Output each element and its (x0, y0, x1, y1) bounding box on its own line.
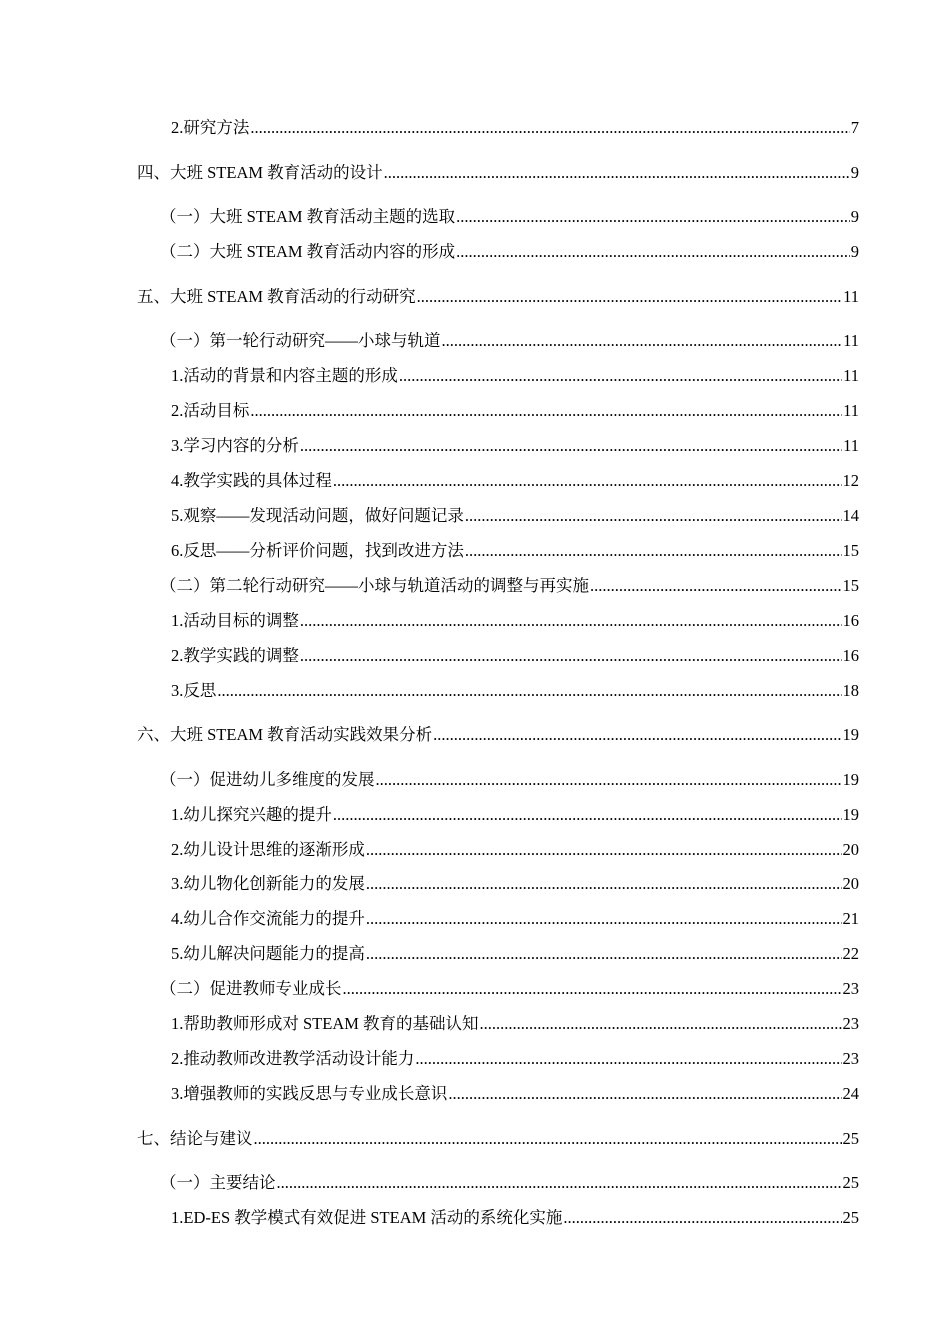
toc-leader-dots (366, 907, 842, 931)
toc-leader-dots (465, 504, 842, 528)
toc-entry[interactable] (0, 504, 950, 528)
toc-entry[interactable] (0, 205, 950, 229)
toc-entry[interactable] (0, 285, 950, 309)
toc-leader-dots (250, 116, 849, 140)
toc-leader-dots (417, 285, 842, 309)
toc-page-number: 25 (842, 1208, 859, 1227)
toc-leader-dots (415, 1047, 841, 1071)
toc-entry-title: （一）大班 STEAM 教育活动主题的选取 (160, 207, 456, 226)
toc-entry[interactable] (0, 803, 950, 827)
toc-entry[interactable] (0, 1127, 950, 1151)
toc-page-number: 11 (843, 331, 859, 350)
toc-entry-title: 6.反思——分析评价问题，找到改进方法 (171, 541, 464, 560)
toc-entry-title: 1.帮助教师形成对 STEAM 教育的基础认知 (171, 1014, 479, 1033)
toc-leader-dots (366, 942, 842, 966)
toc-entry-title: 2.教学实践的调整 (171, 646, 299, 665)
toc-entry[interactable] (0, 1047, 950, 1071)
toc-page-number: 22 (842, 944, 859, 963)
toc-page-number: 9 (850, 242, 859, 261)
toc-entry-title: 5.幼儿解决问题能力的提高 (171, 944, 365, 963)
toc-leader-dots (217, 679, 841, 703)
toc-entry[interactable] (0, 1206, 950, 1230)
toc-page-number: 23 (842, 1014, 859, 1033)
toc-entry[interactable] (0, 872, 950, 896)
toc-entry[interactable] (0, 539, 950, 563)
toc-leader-dots (448, 1082, 841, 1106)
toc-entry-title: 3.增强教师的实践反思与专业成长意识 (171, 1084, 448, 1103)
toc-page-number: 9 (850, 163, 859, 182)
toc-page-number: 19 (842, 770, 859, 789)
toc-entry-title: 3.反思 (171, 681, 217, 700)
toc-entry[interactable] (0, 768, 950, 792)
toc-page-number: 25 (842, 1129, 859, 1148)
toc-entry[interactable] (0, 977, 950, 1001)
toc-page-number: 11 (843, 401, 859, 420)
toc-page-number: 25 (842, 1173, 859, 1192)
toc-entry-title: （一）促进幼儿多维度的发展 (160, 770, 375, 789)
toc-entry-title: 2.研究方法 (171, 118, 250, 137)
toc-page-number: 23 (842, 979, 859, 998)
toc-leader-dots (442, 329, 843, 353)
toc-page-number: 19 (842, 725, 859, 744)
toc-entry[interactable] (0, 609, 950, 633)
toc-entry-title: （二）大班 STEAM 教育活动内容的形成 (160, 242, 456, 261)
toc-page-number: 11 (843, 436, 859, 455)
toc-page-number: 11 (843, 287, 859, 306)
toc-page-number: 9 (850, 207, 859, 226)
toc-leader-dots (333, 469, 842, 493)
toc-leader-dots (300, 434, 842, 458)
toc-entry-title: 1.ED-ES 教学模式有效促进 STEAM 活动的系统化实施 (171, 1208, 563, 1227)
toc-leader-dots (465, 539, 842, 563)
toc-page-number: 18 (842, 681, 859, 700)
toc-page-number: 16 (842, 646, 859, 665)
toc-entry-title: （一）主要结论 (160, 1173, 276, 1192)
toc-leader-dots (376, 768, 842, 792)
toc-entry-title: 4.教学实践的具体过程 (171, 471, 332, 490)
toc-entry[interactable] (0, 838, 950, 862)
toc-leader-dots (300, 644, 842, 668)
toc-leader-dots (300, 609, 842, 633)
toc-page-number: 23 (842, 1049, 859, 1068)
toc-entry-title: 5.观察——发现活动问题，做好问题记录 (171, 506, 464, 525)
toc-entry-title: 1.幼儿探究兴趣的提升 (171, 805, 332, 824)
toc-leader-dots (384, 161, 850, 185)
toc-leader-dots (433, 723, 841, 747)
toc-entry-title: （二）第二轮行动研究——小球与轨道活动的调整与再实施 (160, 576, 589, 595)
toc-entry[interactable] (0, 364, 950, 388)
toc-leader-dots (254, 1127, 842, 1151)
toc-leader-dots (399, 364, 842, 388)
toc-leader-dots (366, 872, 842, 896)
toc-entry-title: 四、大班 STEAM 教育活动的设计 (137, 163, 383, 182)
toc-entry[interactable] (0, 329, 950, 353)
toc-leader-dots (250, 399, 842, 423)
toc-entry-title: 2.幼儿设计思维的逐渐形成 (171, 840, 365, 859)
toc-page-number: 15 (842, 541, 859, 560)
toc-entry[interactable] (0, 161, 950, 185)
toc-page-number: 20 (842, 874, 859, 893)
toc-entry-title: 七、结论与建议 (137, 1129, 253, 1148)
toc-page-number: 15 (842, 576, 859, 595)
toc-entry[interactable] (0, 399, 950, 423)
toc-entry-title: 1.活动目标的调整 (171, 611, 299, 630)
toc-page-number: 14 (842, 506, 859, 525)
toc-leader-dots (333, 803, 842, 827)
toc-entry-title: 2.推动教师改进教学活动设计能力 (171, 1049, 415, 1068)
toc-entry[interactable] (0, 644, 950, 668)
toc-entry[interactable] (0, 907, 950, 931)
toc-entry-title: 1.活动的背景和内容主题的形成 (171, 366, 398, 385)
toc-leader-dots (343, 977, 842, 1001)
toc-page-number: 16 (842, 611, 859, 630)
toc-leader-dots (456, 240, 850, 264)
toc-entry[interactable] (0, 574, 950, 598)
toc-entry-title: （二）促进教师专业成长 (160, 979, 342, 998)
toc-leader-dots (590, 574, 842, 598)
toc-entry[interactable] (0, 1082, 950, 1106)
toc-leader-dots (456, 205, 850, 229)
toc-leader-dots (366, 838, 842, 862)
toc-entry[interactable] (0, 434, 950, 458)
toc-page-number: 12 (842, 471, 859, 490)
toc-entry-title: 3.幼儿物化创新能力的发展 (171, 874, 365, 893)
toc-entry-title: （一）第一轮行动研究——小球与轨道 (160, 331, 441, 350)
toc-leader-dots (480, 1012, 842, 1036)
toc-page-number: 19 (842, 805, 859, 824)
toc-entry-title: 2.活动目标 (171, 401, 250, 420)
toc-page-number: 11 (843, 366, 859, 385)
toc-leader-dots (277, 1171, 842, 1195)
toc-page-number: 20 (842, 840, 859, 859)
toc-entry[interactable] (0, 723, 950, 747)
toc-page-number: 24 (842, 1084, 859, 1103)
toc-entry[interactable] (0, 1171, 950, 1195)
toc-leader-dots (563, 1206, 841, 1230)
toc-entry[interactable] (0, 469, 950, 493)
toc-page-number: 7 (850, 118, 859, 137)
toc-entry-title: 六、大班 STEAM 教育活动实践效果分析 (137, 725, 433, 744)
toc-page-number: 21 (842, 909, 859, 928)
toc-entry[interactable] (0, 942, 950, 966)
toc-entry[interactable] (0, 240, 950, 264)
toc-entry[interactable] (0, 1012, 950, 1036)
toc-entry[interactable] (0, 679, 950, 703)
toc-entry-title: 3.学习内容的分析 (171, 436, 299, 455)
toc-entry-title: 4.幼儿合作交流能力的提升 (171, 909, 365, 928)
toc-entry[interactable] (0, 116, 950, 140)
toc-entry-title: 五、大班 STEAM 教育活动的行动研究 (137, 287, 416, 306)
